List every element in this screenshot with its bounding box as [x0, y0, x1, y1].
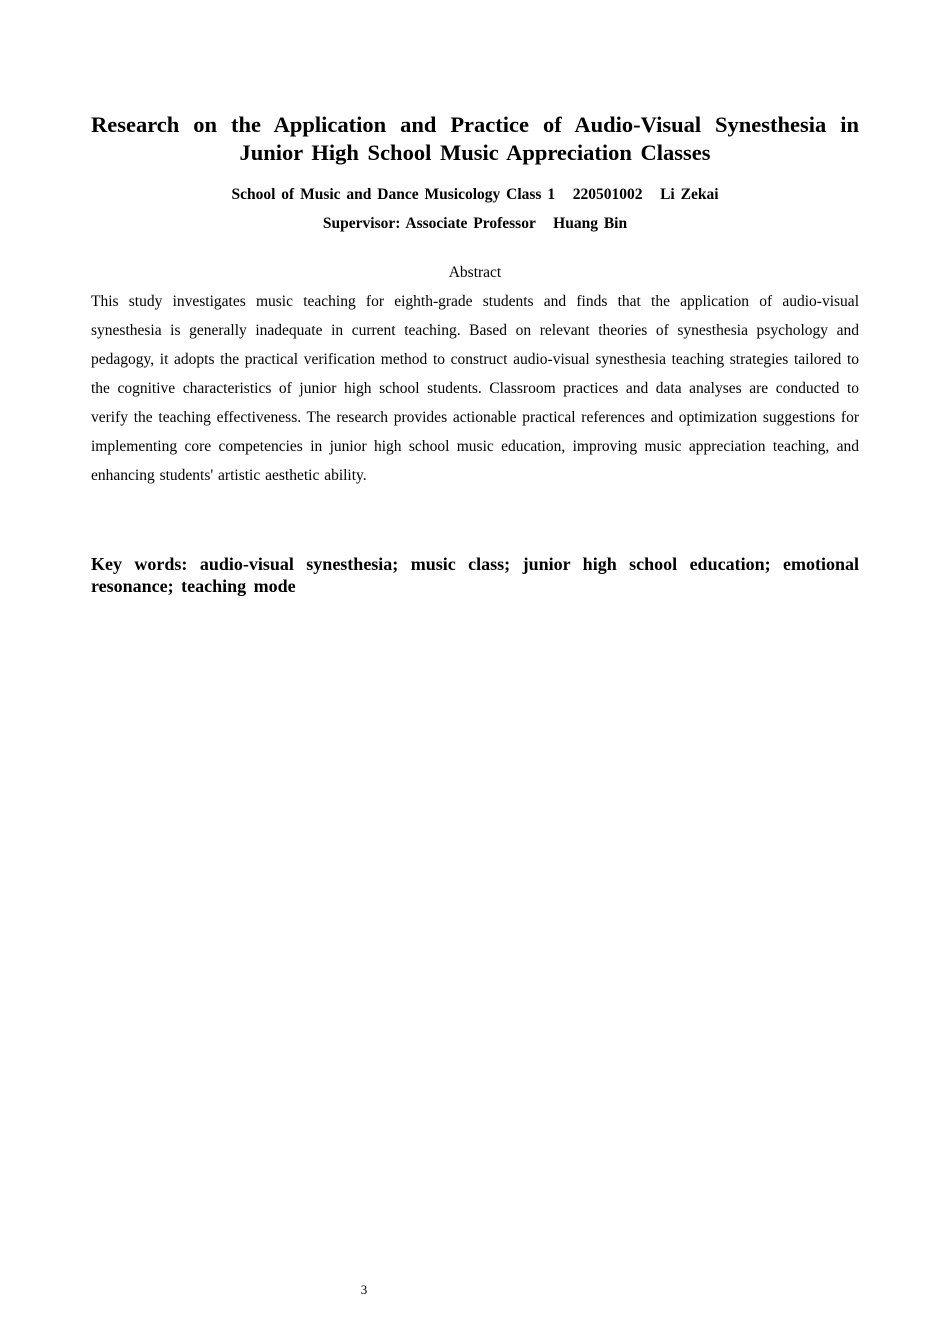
supervisor-line: Supervisor: Associate Professor Huang Bin [322, 215, 628, 232]
abstract-heading: Abstract [448, 264, 502, 281]
author-affiliation: School of Music and Dance Musicology Class 1 220501002 Li Zekai [231, 186, 719, 203]
keywords: Key words: audio-visual synesthesia; music class; junior high school education; emotional resonance; teaching mode [91, 554, 859, 596]
paper-title: Research on the Application and Practice of Audio-Visual Synesthesia in Junior High School Music Appreciation Classes [91, 112, 859, 165]
abstract-body: This study investigates music teaching for eighth-grade students and finds that the application of audio-visual synesthesia is generally inadequate in current teaching. Based on relevant theories of synesthesia psychology and pedagogy, it adopts the practical verification method to construct audio-visual synesthesia teaching strategies tailored to the cognitive characteristics of junior high school students. Classroom practices and data analyses are conducted to verify the teaching effectiveness. The research provides actionable practical references and optimization suggestions for implementing core competencies in junior high school music education, improving music appreciation teaching, and enhancing students' artistic aesthetic ability. [91, 293, 859, 484]
page-number: 3 [360, 1282, 368, 1297]
